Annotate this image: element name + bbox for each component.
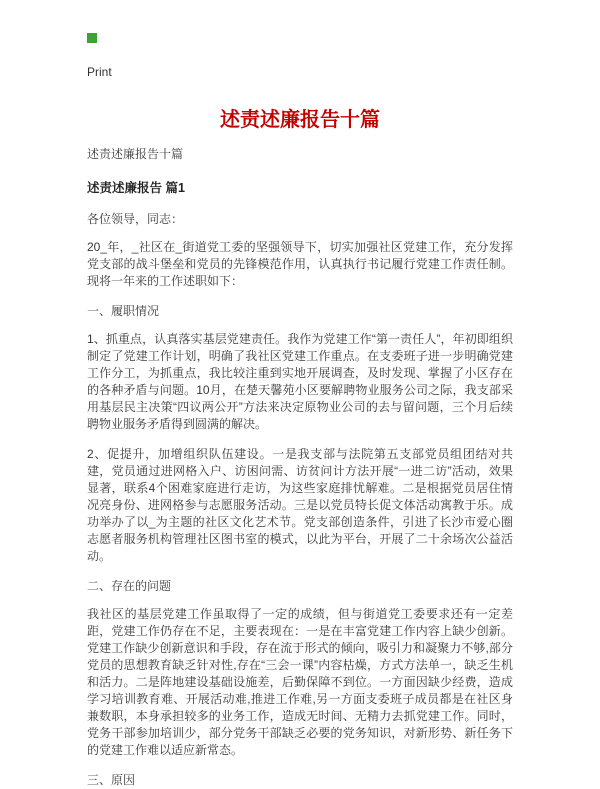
green-marker-icon bbox=[87, 33, 97, 43]
report-1-heading: 述责述廉报告 篇1 bbox=[87, 181, 185, 195]
document-title: 述责述廉报告十篇 bbox=[220, 109, 380, 131]
section-heading-3: 三、原因 bbox=[87, 773, 136, 787]
section-heading-2: 二、存在的问题 bbox=[87, 579, 172, 593]
section-1-paragraph-1: 1、抓重点，认真落实基层党建责任。我作为党建工作“第一责任人”，年初即组织制定了党建工作计划，明确了我社区党建工作重点。在支委班子进一步明确党建工作分工，为抓重点，我比较注重到实地开展调查，及时发现、掌握了小区存在的各种矛盾与问题。10月，在楚天馨苑小区要解聘物业服务公司之际，我支部采用基层民主决策“四议两公开”方法来决定原物业公司的去与留问题，三个月后续聘物业服务矛盾得到圆满的解决。 bbox=[87, 332, 513, 431]
print-button[interactable]: Print bbox=[87, 65, 112, 79]
section-2-paragraph-1: 我社区的基层党建工作虽取得了一定的成绩，但与街道党工委要求还有一定差距，党建工作仍存在不足，主要表现在：一是在丰富党建工作内容上缺少创新。党建工作缺少创新意识和手段，存在流于形式的倾向，吸引力和凝聚力不够,部分党员的思想教育缺乏针对性,存在“三会一课”内容枯燥，方式方法单一，缺乏生机和活力。二是阵地建设基础设施差，后勤保障不到位。一方面因缺少经费，造成学习培训教育难、开展活动难,推进工作难,另一方面支委班子成员都是在社区身兼数职，本身承担较多的业务工作，造成无时间、无精力去抓党建工作。同时，党务干部参加培训少，部分党务干部缺乏必要的党务知识，对新形势、新任务下的党建工作难以适应新常态。 bbox=[87, 607, 513, 757]
section-heading-1: 一、履职情况 bbox=[87, 304, 160, 318]
greeting-line: 各位领导，同志： bbox=[87, 212, 184, 226]
section-1-paragraph-2: 2、促提升，加增组织队伍建设。一是我支部与法院第五支部党员组团结对共建，党员通过进网格入户、访困问需、访贫问计方法开展“一进二访”活动，效果显著，联系4个困难家庭进行走访，为这些家庭排忧解难。二是根据党员居住情况亮身份、进网格参与志愿服务活动。三是以党员特长促文体活动寓教于乐。成功举办了以_为主题的社区文化艺术节。党支部创造条件，引进了长沙市爱心圈志愿者服务机构管理社区图书室的模式，以此为平台，开展了二十余场次公益活动。 bbox=[87, 447, 513, 563]
intro-paragraph: 20_年，_社区在_街道党工委的坚强领导下，切实加强社区党建工作，充分发挥党支部的战斗堡垒和党员的先锋模范作用，认真执行书记履行党建工作责任制。现将一年来的工作述职如下： bbox=[87, 240, 513, 288]
document-subtitle: 述责述廉报告十篇 bbox=[87, 147, 184, 161]
